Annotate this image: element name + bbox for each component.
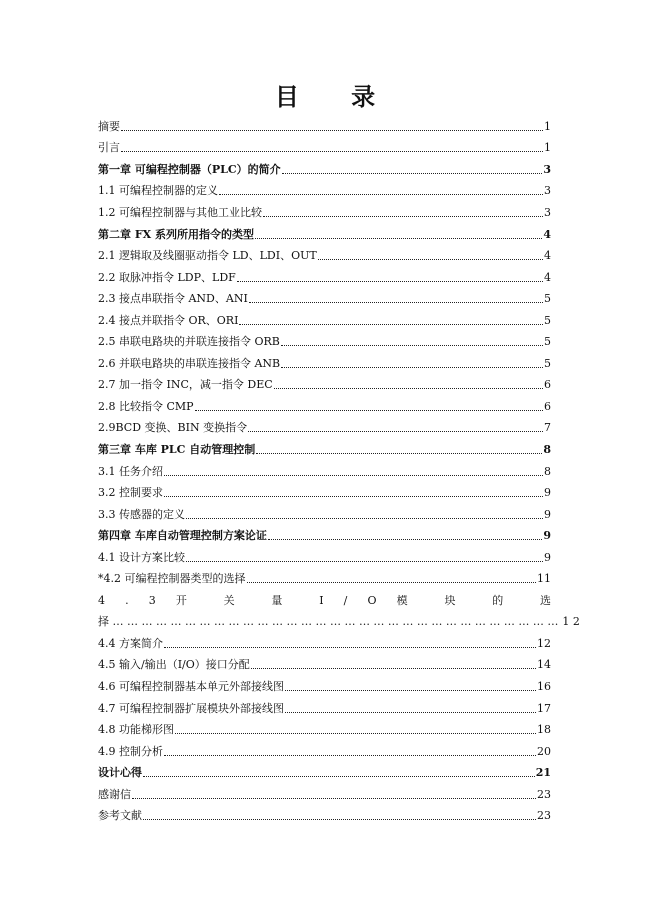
toc-page-number: 4 (544, 249, 551, 263)
toc-page-number: 23 (537, 809, 551, 823)
toc-page-number: 16 (537, 679, 551, 693)
toc-dot-leader (121, 129, 543, 131)
toc-entry (98, 568, 551, 590)
toc-entry (98, 138, 551, 160)
toc-entry-label: 2.7 加一指令 INC，减一指令 DEC (98, 378, 273, 392)
toc-entry-label: 3.2 控制要求 (98, 486, 163, 500)
toc-entry-label: 2.4 接点并联指令 OR、ORI (98, 313, 239, 327)
toc-entry (98, 633, 551, 655)
toc-entry-label: 4.8 功能梯形图 (98, 723, 174, 737)
toc-page-number: 5 (544, 292, 551, 306)
toc-entry (98, 719, 551, 741)
toc-entry (98, 547, 551, 569)
toc-page-number: 8 (544, 464, 551, 478)
toc-entry (98, 806, 551, 828)
toc-entry-label: 参考文献 (98, 809, 142, 823)
toc-entry-label: 4 . 3 开 关 量 I / O 模 块 的 选 (98, 593, 551, 607)
toc-page-number: 4 (543, 227, 551, 241)
toc-entry-label: 引言 (98, 141, 120, 155)
toc-page-number: 3 (544, 205, 551, 219)
toc-entry-label: 2.8 比较指令 CMP (98, 399, 194, 413)
toc-dot-leader (239, 323, 543, 325)
toc-page-number: 11 (537, 572, 551, 586)
toc-dot-leader (281, 366, 543, 368)
toc-entry (98, 331, 551, 353)
toc-dot-leader (186, 560, 543, 562)
toc-dot-leader (121, 150, 543, 152)
toc-entry-label: 3.3 传感器的定义 (98, 507, 185, 521)
toc-dot-leader (248, 430, 543, 432)
toc-page-number: 6 (544, 399, 551, 413)
toc-page-number: 17 (537, 701, 551, 715)
toc-entry (98, 590, 551, 612)
toc-entry (98, 159, 551, 181)
toc-entry (98, 504, 551, 526)
toc-entry-label: 择 … … … … … … … … … … … … … … … … … … … … … … … … … … … … … … … (98, 615, 559, 629)
toc-dot-leader (175, 732, 536, 734)
toc-entry-label: *4.2 可编程控制器类型的选择 (98, 572, 246, 586)
toc-entry (98, 525, 551, 547)
toc-entry (98, 461, 551, 483)
toc-entry-label: 2.6 并联电路块的串联连接指令 ANB (98, 356, 281, 370)
toc-entry (98, 439, 551, 461)
toc-entry (98, 245, 551, 267)
toc-dot-leader (255, 237, 542, 239)
page-title: 目 录 (274, 82, 398, 111)
toc-dot-leader (237, 280, 543, 282)
toc-dot-leader (164, 495, 543, 497)
toc-entry-label: 第四章 车库自动管理控制方案论证 (98, 529, 267, 543)
toc-dot-leader (285, 689, 536, 691)
toc-entry-label: 2.2 取脉冲指令 LDP、LDF (98, 270, 236, 284)
toc-entry-label: 2.5 串联电路块的并联连接指令 ORB (98, 335, 280, 349)
toc-dot-leader (132, 797, 536, 799)
toc-entry (98, 396, 551, 418)
toc-dot-leader (268, 538, 543, 540)
toc-page-number: 1 2 (562, 615, 580, 629)
toc-entry (98, 267, 551, 289)
toc-entry-label: 3.1 任务介绍 (98, 464, 163, 478)
toc-entry-label: 第三章 车库 PLC 自动管理控制 (98, 442, 256, 456)
toc-dot-leader (247, 581, 537, 583)
toc-page-number: 8 (543, 442, 551, 456)
toc-dot-leader (282, 172, 543, 174)
toc-entry (98, 375, 551, 397)
toc-page-number: 9 (544, 507, 551, 521)
toc-entry-label: 2.3 接点串联指令 AND、ANI (98, 292, 248, 306)
toc-dot-leader (143, 775, 535, 777)
toc-entry (98, 116, 551, 138)
toc-page-number: 3 (544, 184, 551, 198)
toc-page-number: 20 (537, 744, 551, 758)
toc-entry (98, 181, 551, 203)
toc-page-number: 4 (544, 270, 551, 284)
toc-entry (98, 741, 551, 763)
toc-entry (98, 762, 551, 784)
toc-page-number: 5 (544, 356, 551, 370)
toc-dot-leader (219, 193, 543, 195)
toc-entry-label: 第二章 FX 系列所用指令的类型 (98, 227, 255, 241)
toc-entry (98, 310, 551, 332)
toc-entry (98, 418, 551, 440)
toc-dot-leader (318, 258, 543, 260)
toc-dot-leader (164, 754, 536, 756)
toc-entry (98, 202, 551, 224)
toc-entry-label: 感谢信 (98, 787, 131, 801)
toc-entry (98, 655, 551, 677)
toc-entry (98, 784, 551, 806)
toc-entry-label: 4.6 可编程控制器基本单元外部接线图 (98, 679, 284, 693)
toc-entry-label: 第一章 可编程控制器（PLC）的简介 (98, 162, 281, 176)
toc-entry-label: 4.5 输入/输出（I/O）接口分配 (98, 658, 250, 672)
toc-entry-label: 2.1 逻辑取及线圈驱动指令 LD、LDI、OUT (98, 249, 317, 263)
toc-entry-label: 1.1 可编程控制器的定义 (98, 184, 218, 198)
toc-page-number: 9 (543, 529, 551, 543)
toc-entry (98, 482, 551, 504)
toc-page-number: 7 (544, 421, 551, 435)
toc-entry (98, 676, 551, 698)
toc-entry (98, 353, 551, 375)
toc-entry-label: 1.2 可编程控制器与其他工业比较 (98, 205, 262, 219)
toc-page-number: 18 (537, 723, 551, 737)
toc-page-number: 9 (544, 486, 551, 500)
toc-dot-leader (143, 818, 536, 820)
toc-dot-leader (164, 646, 536, 648)
toc-dot-leader (263, 215, 543, 217)
toc-entry-label: 4.4 方案简介 (98, 636, 163, 650)
toc-dot-leader (249, 301, 543, 303)
toc-dot-leader (195, 409, 543, 411)
toc-dot-leader (281, 344, 543, 346)
toc-page-number: 1 (544, 119, 551, 133)
toc-dot-leader (256, 452, 542, 454)
toc-dot-leader (164, 474, 543, 476)
toc-entry (98, 224, 551, 246)
toc-page-number: 21 (535, 766, 551, 780)
toc-page-number: 9 (544, 550, 551, 564)
toc-page-number: 1 (544, 141, 551, 155)
toc-entry-label: 4.9 控制分析 (98, 744, 163, 758)
toc-dot-leader (274, 387, 543, 389)
toc-page-number: 5 (544, 313, 551, 327)
toc-entry-label: 摘要 (98, 119, 120, 133)
toc-entry (98, 698, 551, 720)
table-of-contents (98, 116, 580, 827)
toc-page-number: 14 (537, 658, 551, 672)
toc-entry-label: 设计心得 (98, 766, 142, 780)
toc-entry (98, 612, 580, 634)
toc-page-number: 3 (543, 162, 551, 176)
toc-entry-label: 4.7 可编程控制器扩展模块外部接线图 (98, 701, 284, 715)
toc-page-number: 12 (537, 636, 551, 650)
toc-dot-leader (285, 711, 536, 713)
toc-page-number: 6 (544, 378, 551, 392)
toc-dot-leader (251, 667, 536, 669)
toc-entry-label: 4.1 设计方案比较 (98, 550, 185, 564)
toc-page-number: 5 (544, 335, 551, 349)
toc-dot-leader (186, 517, 543, 519)
toc-entry-label: 2.9BCD 变换、BIN 变换指令 (98, 421, 248, 435)
toc-entry (98, 288, 551, 310)
toc-page-number: 23 (537, 787, 551, 801)
